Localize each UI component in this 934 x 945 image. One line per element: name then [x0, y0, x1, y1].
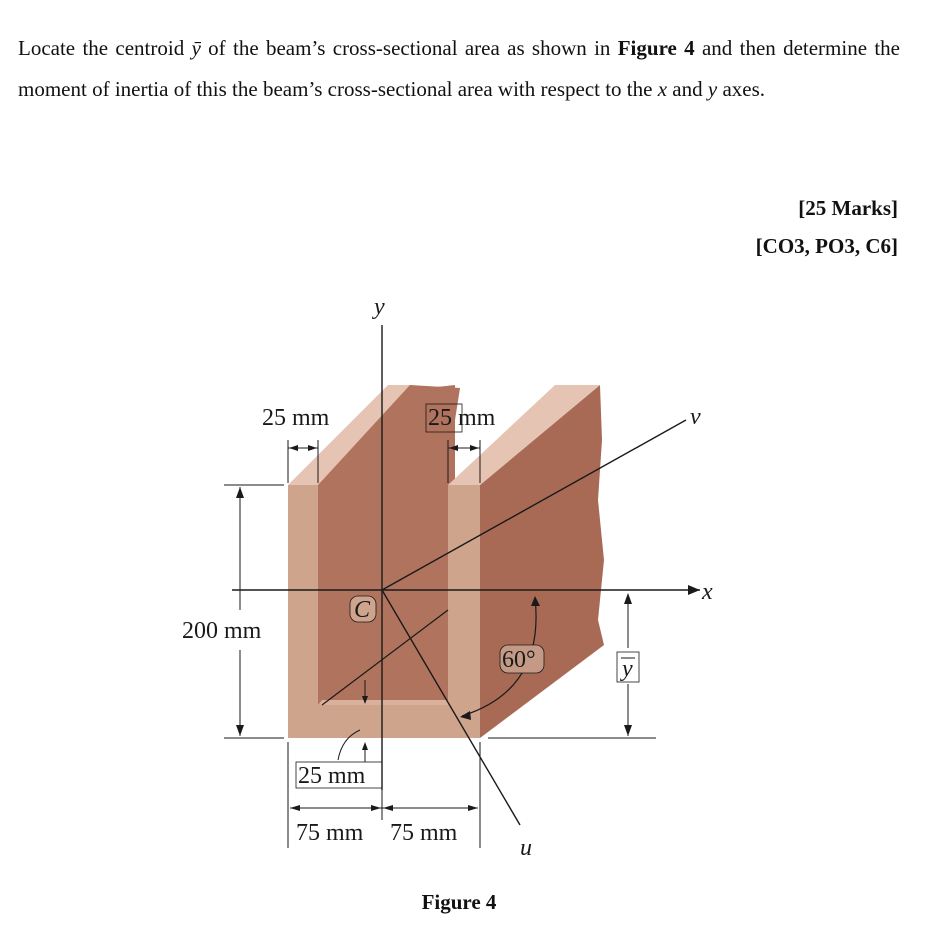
question-part-3: and then determine the moment of inertia of this the beam’s cross-sectional area with respect to the — [18, 36, 901, 101]
bottom-arrow-mid-left — [371, 805, 381, 811]
x-variable: x — [657, 77, 668, 101]
x-axis-arrowhead — [688, 585, 700, 595]
marks-outcomes: [CO3, PO3, C6] — [755, 234, 898, 258]
height-arrow-top — [236, 487, 244, 498]
y-axis-label: y — [374, 294, 385, 320]
left-flange-arrow-1 — [289, 445, 298, 451]
web-dim-arrowhead — [362, 742, 368, 750]
question-part-2: of the beam’s cross-sectional area as shown in — [200, 36, 618, 60]
question-part-4: and — [667, 77, 708, 101]
figure-reference: Figure 4 — [617, 36, 695, 60]
v-axis-label: v — [690, 404, 701, 430]
web-inner-edge — [318, 700, 448, 705]
left-flange-arrow-2 — [308, 445, 317, 451]
dim-half-left: 75 mm — [296, 820, 364, 846]
bottom-arrow-mid-right — [383, 805, 393, 811]
dim-right-flange: 25 mm — [428, 405, 496, 431]
bottom-arrow-right — [468, 805, 478, 811]
ybar-symbol: ȳ — [191, 36, 201, 60]
centroid-label: C — [354, 597, 371, 623]
figure-caption: Figure 4 — [421, 890, 497, 914]
dim-half-right: 75 mm — [390, 820, 458, 846]
angle-label: 60° — [502, 647, 536, 673]
marks-score: [25 Marks] — [798, 196, 898, 220]
ybar-label: y — [622, 656, 633, 682]
y-variable: y — [707, 77, 718, 101]
bottom-arrow-left — [290, 805, 300, 811]
question-part-1: Locate the centroid — [18, 36, 192, 60]
dim-height: 200 mm — [182, 618, 262, 644]
ybar-arrow-top — [624, 593, 632, 604]
u-axis-label: u — [520, 835, 532, 861]
dim-bottom: 25 mm — [298, 763, 366, 789]
dim-left-flange: 25 mm — [262, 405, 330, 431]
x-axis-label: x — [702, 579, 713, 605]
ybar-arrow-bottom — [624, 725, 632, 736]
question-part-5: axes. — [717, 77, 766, 101]
height-arrow-bottom — [236, 725, 244, 736]
right-flange-arrow-2 — [470, 445, 479, 451]
